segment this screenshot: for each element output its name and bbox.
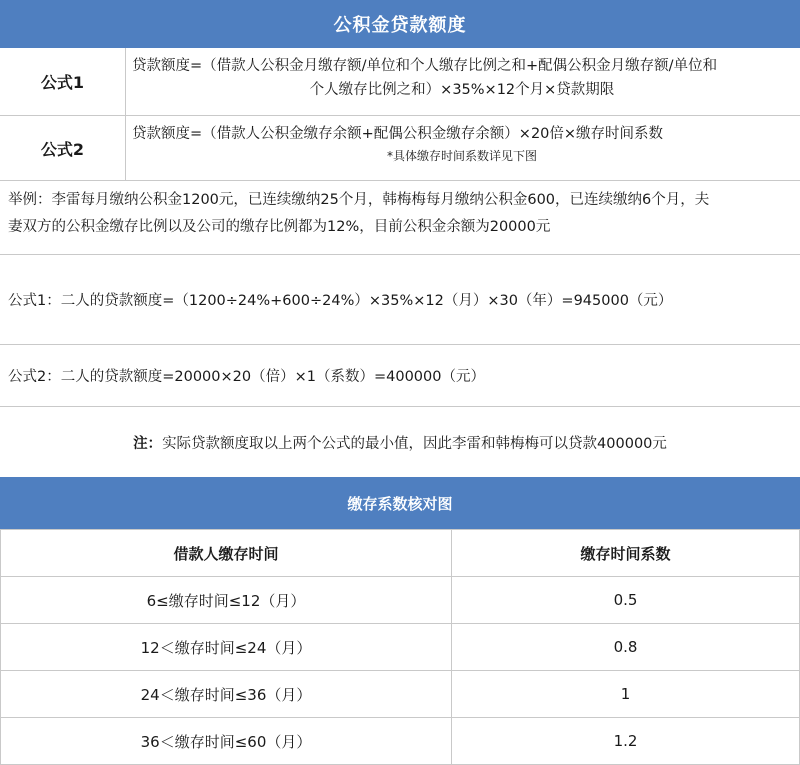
table-row	[1, 671, 800, 718]
table-row	[1, 718, 800, 765]
coef-value-cell: 1.2	[452, 718, 800, 765]
note-body: 实际贷款额度取以上两个公式的最小值，因此李雷和韩梅梅可以贷款400000元	[162, 435, 667, 452]
calc2-row	[0, 345, 800, 407]
note-text	[0, 407, 800, 477]
formula2-label: 公式2	[0, 116, 126, 180]
example-line2: 妻双方的公积金缴存比例以及公司的缴存比例都为12%，目前公积金余额为20000元	[8, 219, 551, 235]
coef-time-cell: 36＜缴存时间≤60（月）	[1, 718, 452, 765]
page-title: 公积金贷款额度	[0, 0, 800, 48]
coef-value-cell: 1	[452, 671, 800, 718]
formula2-note: *具体缴存时间系数详见下图	[386, 149, 537, 163]
calc1-text: 公式1：二人的贷款额度=（1200÷24%+600÷24%）×35%×12（月）×30（年）=945000（元）	[8, 293, 673, 309]
coef-header-coef: 缴存时间系数	[452, 530, 800, 577]
formula1-body	[126, 48, 800, 115]
note-row	[0, 407, 800, 477]
coef-time-cell: 6≤缴存时间≤12（月）	[1, 577, 452, 624]
formula2-body	[126, 116, 800, 180]
calc2-text: 公式2：二人的贷款额度=20000×20（倍）×1（系数）=400000（元）	[8, 369, 485, 385]
calc1-row	[0, 255, 800, 345]
formula2-row	[0, 116, 800, 181]
coef-time-cell: 24＜缴存时间≤36（月）	[1, 671, 452, 718]
table-row	[1, 577, 800, 624]
coef-header-time: 借款人缴存时间	[1, 530, 452, 577]
formula1-row	[0, 48, 800, 116]
table-row	[1, 624, 800, 671]
example-text	[0, 181, 800, 241]
coef-table-header-row	[1, 530, 800, 577]
example-row	[0, 181, 800, 255]
formula2-line1: 贷款额度=（借款人公积金缴存余额+配偶公积金缴存余额）×20倍×缴存时间系数	[132, 126, 664, 142]
coef-value-cell: 0.8	[452, 624, 800, 671]
formula1-line1: 贷款额度=（借款人公积金月缴存额/单位和个人缴存比例之和+配偶公积金月缴存额/单位和	[132, 58, 718, 74]
formula1-label: 公式1	[0, 48, 126, 115]
example-line1: 举例：李雷每月缴纳公积金1200元，已连续缴纳25个月，韩梅梅每月缴纳公积金600，已连续缴纳6个月，夫	[8, 192, 710, 208]
coef-value-cell: 0.5	[452, 577, 800, 624]
coef-time-cell: 12＜缴存时间≤24（月）	[1, 624, 452, 671]
note-prefix: 注：	[133, 435, 163, 452]
coef-table	[0, 529, 800, 765]
coef-table-title: 缴存系数核对图	[0, 477, 800, 529]
formula1-line2: 个人缴存比例之和）×35%×12个月×贷款期限	[309, 82, 615, 98]
